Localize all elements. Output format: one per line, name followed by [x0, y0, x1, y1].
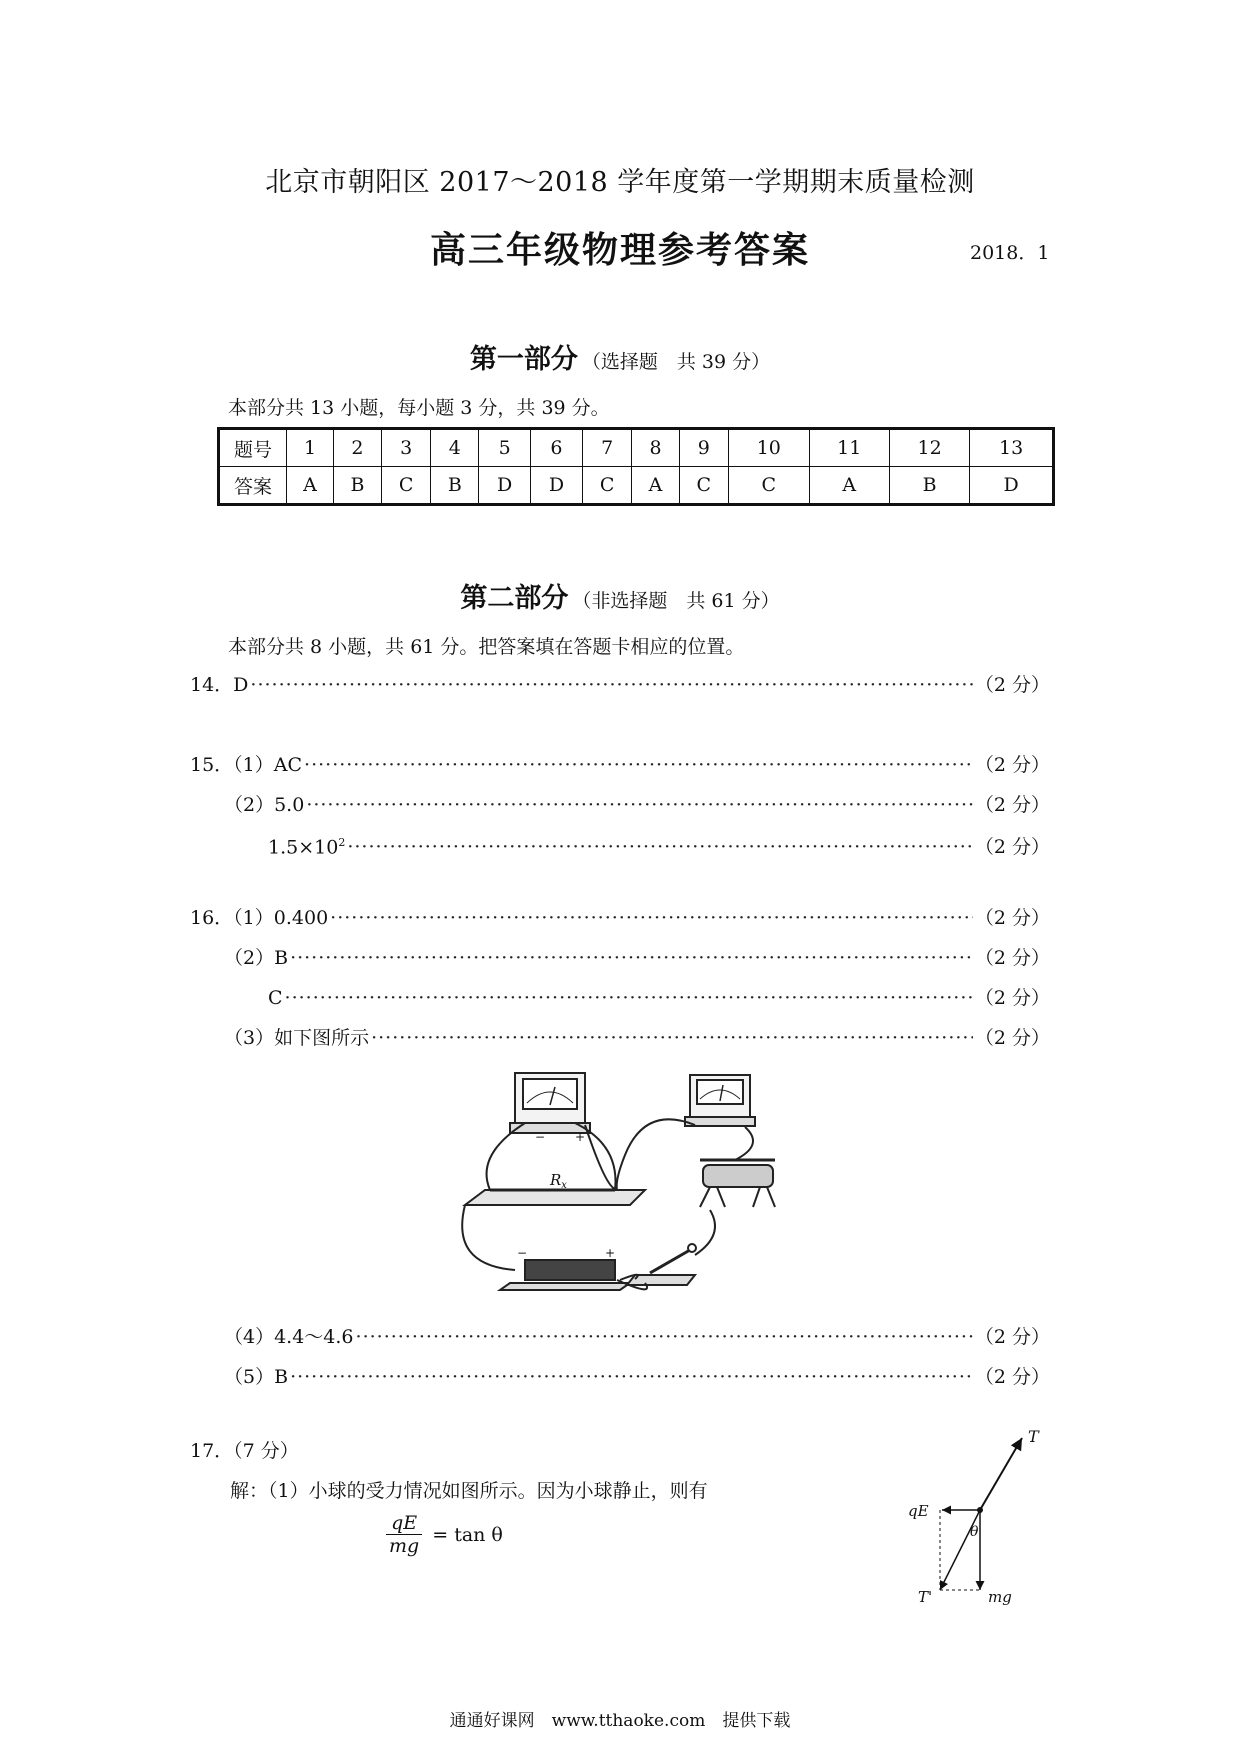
answer-label: （3）如下图所示 — [224, 1027, 370, 1049]
score-label: （2 分） — [974, 947, 1050, 969]
answer-label: （4）4.4～4.6 — [224, 1326, 354, 1348]
answer-cell: C — [381, 467, 431, 505]
part1-intro: 本部分共 13 小题，每小题 3 分，共 39 分。 — [228, 397, 610, 419]
label-theta: θ — [970, 1524, 979, 1540]
answer-cell: A — [809, 467, 889, 505]
score-label: （2 分） — [974, 674, 1050, 696]
row-label-answer: 答案 — [219, 467, 287, 505]
resultant-arrow — [940, 1510, 980, 1590]
formula-denominator: mg — [389, 1535, 420, 1557]
dot-leader — [290, 947, 973, 969]
dot-leader — [290, 1366, 973, 1388]
answer-line-16-2b — [268, 983, 1050, 1010]
answer-label — [268, 836, 345, 858]
answer-label: （5）B — [224, 1366, 289, 1388]
rheostat-icon — [700, 1160, 775, 1207]
table-row-answers — [219, 467, 1054, 505]
dot-leader — [304, 754, 973, 776]
answer-cell: B — [334, 467, 382, 505]
number-cell: 7 — [582, 429, 632, 467]
part2-heading — [0, 576, 1240, 615]
part2-heading-text: 第二部分 — [460, 583, 569, 614]
answer-line-16-1 — [190, 903, 1050, 930]
dot-leader — [347, 836, 973, 858]
answer-cell: D — [531, 467, 583, 505]
battery-minus-sign: − — [517, 1246, 528, 1260]
number-cell: 12 — [889, 429, 969, 467]
plus-sign: + — [575, 1130, 586, 1144]
answer-cell: C — [582, 467, 632, 505]
minus-sign: − — [535, 1130, 546, 1144]
answer-cell: D — [970, 467, 1054, 505]
formula — [386, 1512, 503, 1557]
answer-line-14 — [190, 670, 1050, 697]
row-label-number: 题号 — [219, 429, 287, 467]
number-cell: 11 — [809, 429, 889, 467]
part1-note: （选择题 共 39 分） — [581, 351, 771, 373]
formula-numerator: qE — [386, 1512, 422, 1535]
resistor-board-icon — [465, 1190, 645, 1205]
number-cell: 9 — [679, 429, 729, 467]
dot-leader — [250, 674, 972, 696]
score-label: （2 分） — [974, 754, 1050, 776]
label-T: T — [1028, 1430, 1039, 1446]
part1-heading — [0, 337, 1240, 376]
exponent: 2 — [338, 835, 346, 849]
rx-label — [549, 1171, 567, 1191]
answer-line-15-2b — [268, 832, 1050, 859]
number-cell: 1 — [287, 429, 334, 467]
part1-heading-text: 第一部分 — [469, 344, 578, 375]
dot-leader — [356, 1326, 973, 1348]
page-title: 高三年级物理参考答案 — [429, 229, 810, 271]
force-diagram — [900, 1430, 1050, 1605]
switch-icon — [627, 1244, 696, 1285]
tension-arrow — [980, 1438, 1022, 1510]
answer-cell: B — [889, 467, 969, 505]
number-cell: 8 — [632, 429, 679, 467]
dot-leader — [371, 1027, 973, 1049]
number-cell: 6 — [531, 429, 583, 467]
answer-label: 16．（1）0.400 — [190, 907, 329, 929]
table-row-numbers — [219, 429, 1054, 467]
label-mg: mg — [988, 1588, 1012, 1605]
answer-value: 1.5×10 — [268, 836, 339, 858]
answer-cell: C — [729, 467, 809, 505]
score-label: （2 分） — [974, 907, 1050, 929]
answer-cell: B — [431, 467, 479, 505]
answer-label: 15．（1）AC — [190, 754, 303, 776]
score-label: （2 分） — [974, 1027, 1050, 1049]
answer-line-15-2 — [224, 790, 1050, 817]
part2-intro: 本部分共 8 小题，共 61 分。把答案填在答题卡相应的位置。 — [228, 636, 745, 658]
question-17-solution: 解：（1）小球的受力情况如图所示。因为小球静止，则有 — [230, 1480, 708, 1502]
answer-line-16-2 — [224, 943, 1050, 970]
answer-cell: D — [479, 467, 531, 505]
dot-leader — [306, 794, 973, 816]
answer-cell: A — [287, 467, 334, 505]
circuit-diagram — [455, 1065, 805, 1310]
score-label: （2 分） — [974, 794, 1050, 816]
number-cell: 3 — [381, 429, 431, 467]
score-label: （2 分） — [974, 1366, 1050, 1388]
label-T-prime: T' — [918, 1588, 933, 1605]
question-17-heading: 17．（7 分） — [190, 1440, 299, 1462]
number-cell: 2 — [334, 429, 382, 467]
answer-label: （2）5.0 — [224, 794, 305, 816]
dot-leader — [285, 987, 973, 1009]
ball-icon — [977, 1507, 983, 1513]
dot-leader — [330, 907, 973, 929]
score-label: （2 分） — [974, 987, 1050, 1009]
number-cell: 5 — [479, 429, 531, 467]
label-qE: qE — [908, 1502, 929, 1520]
battery-plus-sign: + — [605, 1246, 616, 1260]
rx-label-sub: x — [561, 1180, 567, 1191]
battery-icon — [500, 1260, 630, 1290]
formula-rhs: = tan θ — [432, 1523, 503, 1546]
number-cell: 4 — [431, 429, 479, 467]
part2-note: （非选择题 共 61 分） — [572, 590, 780, 612]
date-label: 2018．1 — [970, 242, 1050, 264]
answer-line-16-5 — [224, 1362, 1050, 1389]
answer-line-16-4 — [224, 1322, 1050, 1349]
number-cell: 13 — [970, 429, 1054, 467]
answer-line-16-3 — [224, 1023, 1050, 1050]
exam-title-line: 北京市朝阳区 2017～2018 学年度第一学期期末质量检测 — [265, 167, 975, 198]
score-label: （2 分） — [974, 836, 1050, 858]
answer-label: 14．D — [190, 674, 249, 696]
score-label: （2 分） — [974, 1326, 1050, 1348]
answer-label: （2）B — [224, 947, 289, 969]
answer-cell: A — [632, 467, 679, 505]
answer-label: C — [268, 987, 283, 1009]
rx-label-main: R — [550, 1171, 562, 1189]
answer-line-15-1 — [190, 750, 1050, 777]
number-cell: 10 — [729, 429, 809, 467]
answer-table — [217, 427, 1055, 506]
footer: 通通好课网 www.tthaoke.com 提供下载 — [449, 1711, 791, 1731]
answer-cell: C — [679, 467, 729, 505]
